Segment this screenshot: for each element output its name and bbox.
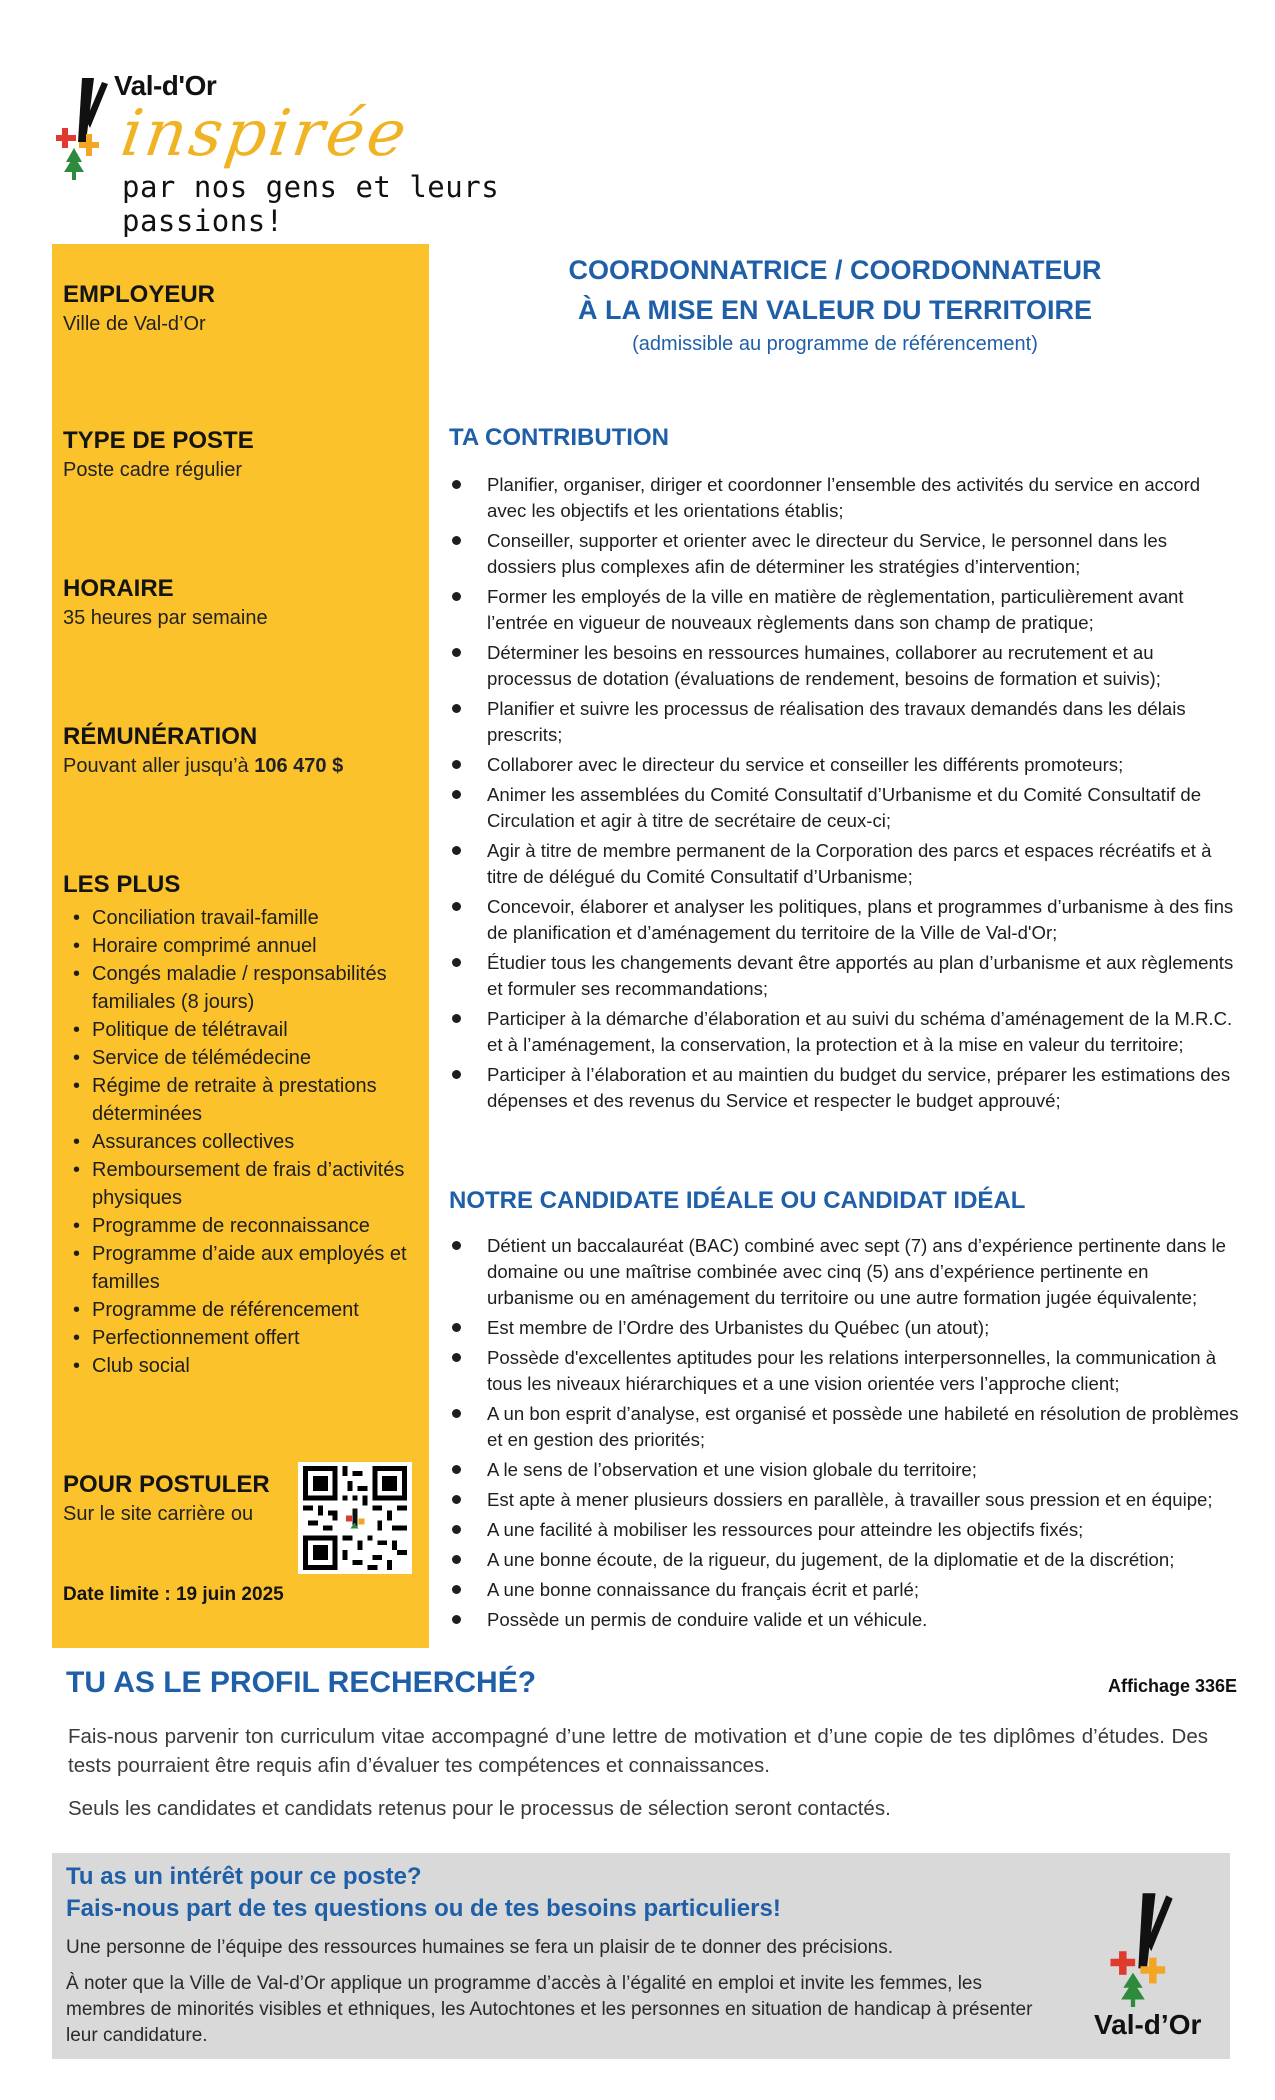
candidate-heading: NOTRE CANDIDATE IDÉALE OU CANDIDAT IDÉAL xyxy=(449,1187,1026,1214)
list-item: Déterminer les besoins en ressources humaines, collaborer au recrutement et au processus de dotation (évaluations de rendement, besoins de formation et suivis); xyxy=(449,640,1239,692)
list-item: • Programme d’aide aux employés et familles xyxy=(63,1240,423,1296)
apply-value: Sur le site carrière ou xyxy=(63,1503,254,1525)
contact-question-1: Tu as un intérêt pour ce poste? xyxy=(66,1863,422,1890)
contact-question-2: Fais-nous part de tes questions ou de tes besoins particuliers! xyxy=(66,1895,781,1922)
pay-value xyxy=(63,752,423,780)
sidebar xyxy=(52,244,429,1648)
pay-prefix: Pouvant aller jusqu’à xyxy=(63,755,255,777)
pay-amount: 106 470 $ xyxy=(254,755,344,777)
slogan-word: inspirée xyxy=(116,97,414,171)
list-item: A une bonne connaissance du français écrit et parlé; xyxy=(449,1577,1239,1603)
list-item: • Service de télémédecine xyxy=(63,1044,423,1072)
list-item: A le sens de l’observation et une vision globale du territoire; xyxy=(449,1457,1239,1483)
employer-heading: EMPLOYEUR xyxy=(63,281,216,308)
list-item: A un bon esprit d’analyse, est organisé et possède une habileté en résolution de problèmes et en gestion des priorités; xyxy=(449,1401,1239,1453)
apply-heading: POUR POSTULER xyxy=(63,1471,270,1498)
tagline: par nos gens et leurs passions! xyxy=(122,170,500,238)
hours-value: 35 heures par semaine xyxy=(63,607,268,629)
list-item: • Politique de télétravail xyxy=(63,1016,423,1044)
list-item: Est membre de l’Ordre des Urbanistes du Québec (un atout); xyxy=(449,1315,1239,1341)
deadline: Date limite : 19 juin 2025 xyxy=(63,1584,284,1605)
posting-number: Affichage 336E xyxy=(1108,1676,1238,1696)
contribution-list xyxy=(449,472,1239,1118)
apply-section xyxy=(63,1470,283,1528)
list-item: Étudier tous les changements devant être apportés au plan d’urbanisme et aux règlements et formuler ses recommandations; xyxy=(449,950,1239,1002)
list-item: Planifier, organiser, diriger et coordonner l’ensemble des activités du service en accord avec les objectifs et les orientations établis; xyxy=(449,472,1239,524)
val-dor-logo-mark-icon xyxy=(1106,1889,1190,2007)
employer-value: Ville de Val-d’Or xyxy=(63,313,206,335)
list-item: Détient un baccalauréat (BAC) combiné avec sept (7) ans d’expérience pertinente dans le domaine ou une maîtrise combinée avec cinq (5) ans d’expérience pertinente en urbanisme ou en aménagement du territoire ou une autre formation jugée équivalente; xyxy=(449,1233,1239,1311)
list-item: Possède d'excellentes aptitudes pour les relations interpersonnelles, la communication à tous les niveaux hiérarchiques et a une vision orientée vers l’approche client; xyxy=(449,1345,1239,1397)
list-item: • Programme de référencement xyxy=(63,1296,423,1324)
pay-heading: RÉMUNÉRATION xyxy=(63,723,258,750)
list-item: Planifier et suivre les processus de réalisation des travaux demandés dans les délais prescrits; xyxy=(449,696,1239,748)
job-title-line-1: COORDONNATRICE / COORDONNATEUR xyxy=(568,255,1102,285)
list-item: Est apte à mener plusieurs dossiers en parallèle, à travailler sous pression et en équipe; xyxy=(449,1487,1239,1513)
list-item: Participer à la démarche d’élaboration et au suivi du schéma d’aménagement de la M.R.C. et à l’aménagement, la conservation, la protection et à la mise en valeur du territoire; xyxy=(449,1006,1239,1058)
contact-box xyxy=(52,1853,1230,2059)
employer-section xyxy=(63,280,423,338)
profile-heading: TU AS LE PROFIL RECHERCHÉ? xyxy=(66,1666,537,1699)
list-item: • Club social xyxy=(63,1352,423,1380)
list-item: • Perfectionnement offert xyxy=(63,1324,423,1352)
list-item: Concevoir, élaborer et analyser les politiques, plans et programmes d’urbanisme à des fins de planification et d’aménagement du territoire de la Ville de Val-d'Or; xyxy=(449,894,1239,946)
list-item: Conseiller, supporter et orienter avec le directeur du Service, le personnel dans les dossiers plus complexes afin de déterminer les stratégies d’intervention; xyxy=(449,528,1239,580)
qr-code-icon[interactable] xyxy=(298,1462,412,1574)
list-item: Former les employés de la ville en matière de règlementation, particulièrement avant l’entrée en vigueur de nouveaux règlements dans son champ de pratique; xyxy=(449,584,1239,636)
job-subtitle: (admissible au programme de référencement) xyxy=(632,333,1038,355)
hours-heading: HORAIRE xyxy=(63,575,174,602)
list-item: Participer à l’élaboration et au maintien du budget du service, préparer les estimations des dépenses et des revenus du Service et respecter le budget approuvé; xyxy=(449,1062,1239,1114)
footer-logo xyxy=(1088,1889,1208,2049)
list-item: Collaborer avec le directeur du service et conseiller les différents promoteurs; xyxy=(449,752,1239,778)
pay-section xyxy=(63,722,423,780)
perks-heading: LES PLUS xyxy=(63,871,181,898)
profile-paragraph-1: Fais-nous parvenir ton curriculum vitae accompagné d’une lettre de motivation et d’une copie de tes diplômes d’études. Des tests pourraient être requis afin d’évaluer tes compétences et connaissances. xyxy=(68,1725,1208,1777)
list-item: • Régime de retraite à prestations déterminées xyxy=(63,1072,423,1128)
profile-paragraph-2: Seuls les candidates et candidats retenus pour le processus de sélection seront contactés. xyxy=(68,1797,891,1820)
perks-section xyxy=(63,870,423,1380)
list-item: Animer les assemblées du Comité Consultatif d’Urbanisme et du Comité Consultatif de Circulation et agir à titre de secrétaire de ceux-ci; xyxy=(449,782,1239,834)
list-item: • Programme de reconnaissance xyxy=(63,1212,423,1240)
contribution-heading: TA CONTRIBUTION xyxy=(449,424,669,451)
list-item: • Assurances collectives xyxy=(63,1128,423,1156)
job-title-line-2: À LA MISE EN VALEUR DU TERRITOIRE xyxy=(577,295,1093,325)
brand-name: Val-d'Or xyxy=(114,70,217,101)
contact-paragraph-1: Une personne de l’équipe des ressources humaines se fera un plaisir de te donner des précisions. xyxy=(66,1937,893,1958)
type-heading: TYPE DE POSTE xyxy=(63,427,254,454)
perks-list xyxy=(63,904,423,1380)
list-item: Agir à titre de membre permanent de la Corporation des parcs et espaces récréatifs et à titre de délégué du Comité Consultatif d’Urbanisme; xyxy=(449,838,1239,890)
type-value: Poste cadre régulier xyxy=(63,459,242,481)
list-item: • Horaire comprimé annuel xyxy=(63,932,423,960)
equal-access-paragraph: À noter que la Ville de Val-d’Or applique un programme d’accès à l’égalité en emploi et invite les femmes, les membres de minorités visibles et ethniques, les Autochtones et les personnes en situation de handicap à présenter leur candidature. xyxy=(66,1973,1033,2046)
type-section xyxy=(63,426,423,484)
list-item: • Remboursement de frais d’activités physiques xyxy=(63,1156,423,1212)
list-item: A une facilité à mobiliser les ressources pour atteindre les objectifs fixés; xyxy=(449,1517,1239,1543)
header-logo xyxy=(56,58,616,238)
list-item: A une bonne écoute, de la rigueur, du jugement, de la diplomatie et de la discrétion; xyxy=(449,1547,1239,1573)
list-item: • Congés maladie / responsabilités familiales (8 jours) xyxy=(63,960,423,1016)
footer-logo-text: Val-d’Or xyxy=(1094,2009,1202,2040)
candidate-list xyxy=(449,1233,1239,1637)
list-item: • Conciliation travail-famille xyxy=(63,904,423,932)
hours-section xyxy=(63,574,423,632)
job-title-block xyxy=(440,250,1230,358)
list-item: Possède un permis de conduire valide et un véhicule. xyxy=(449,1607,1239,1633)
